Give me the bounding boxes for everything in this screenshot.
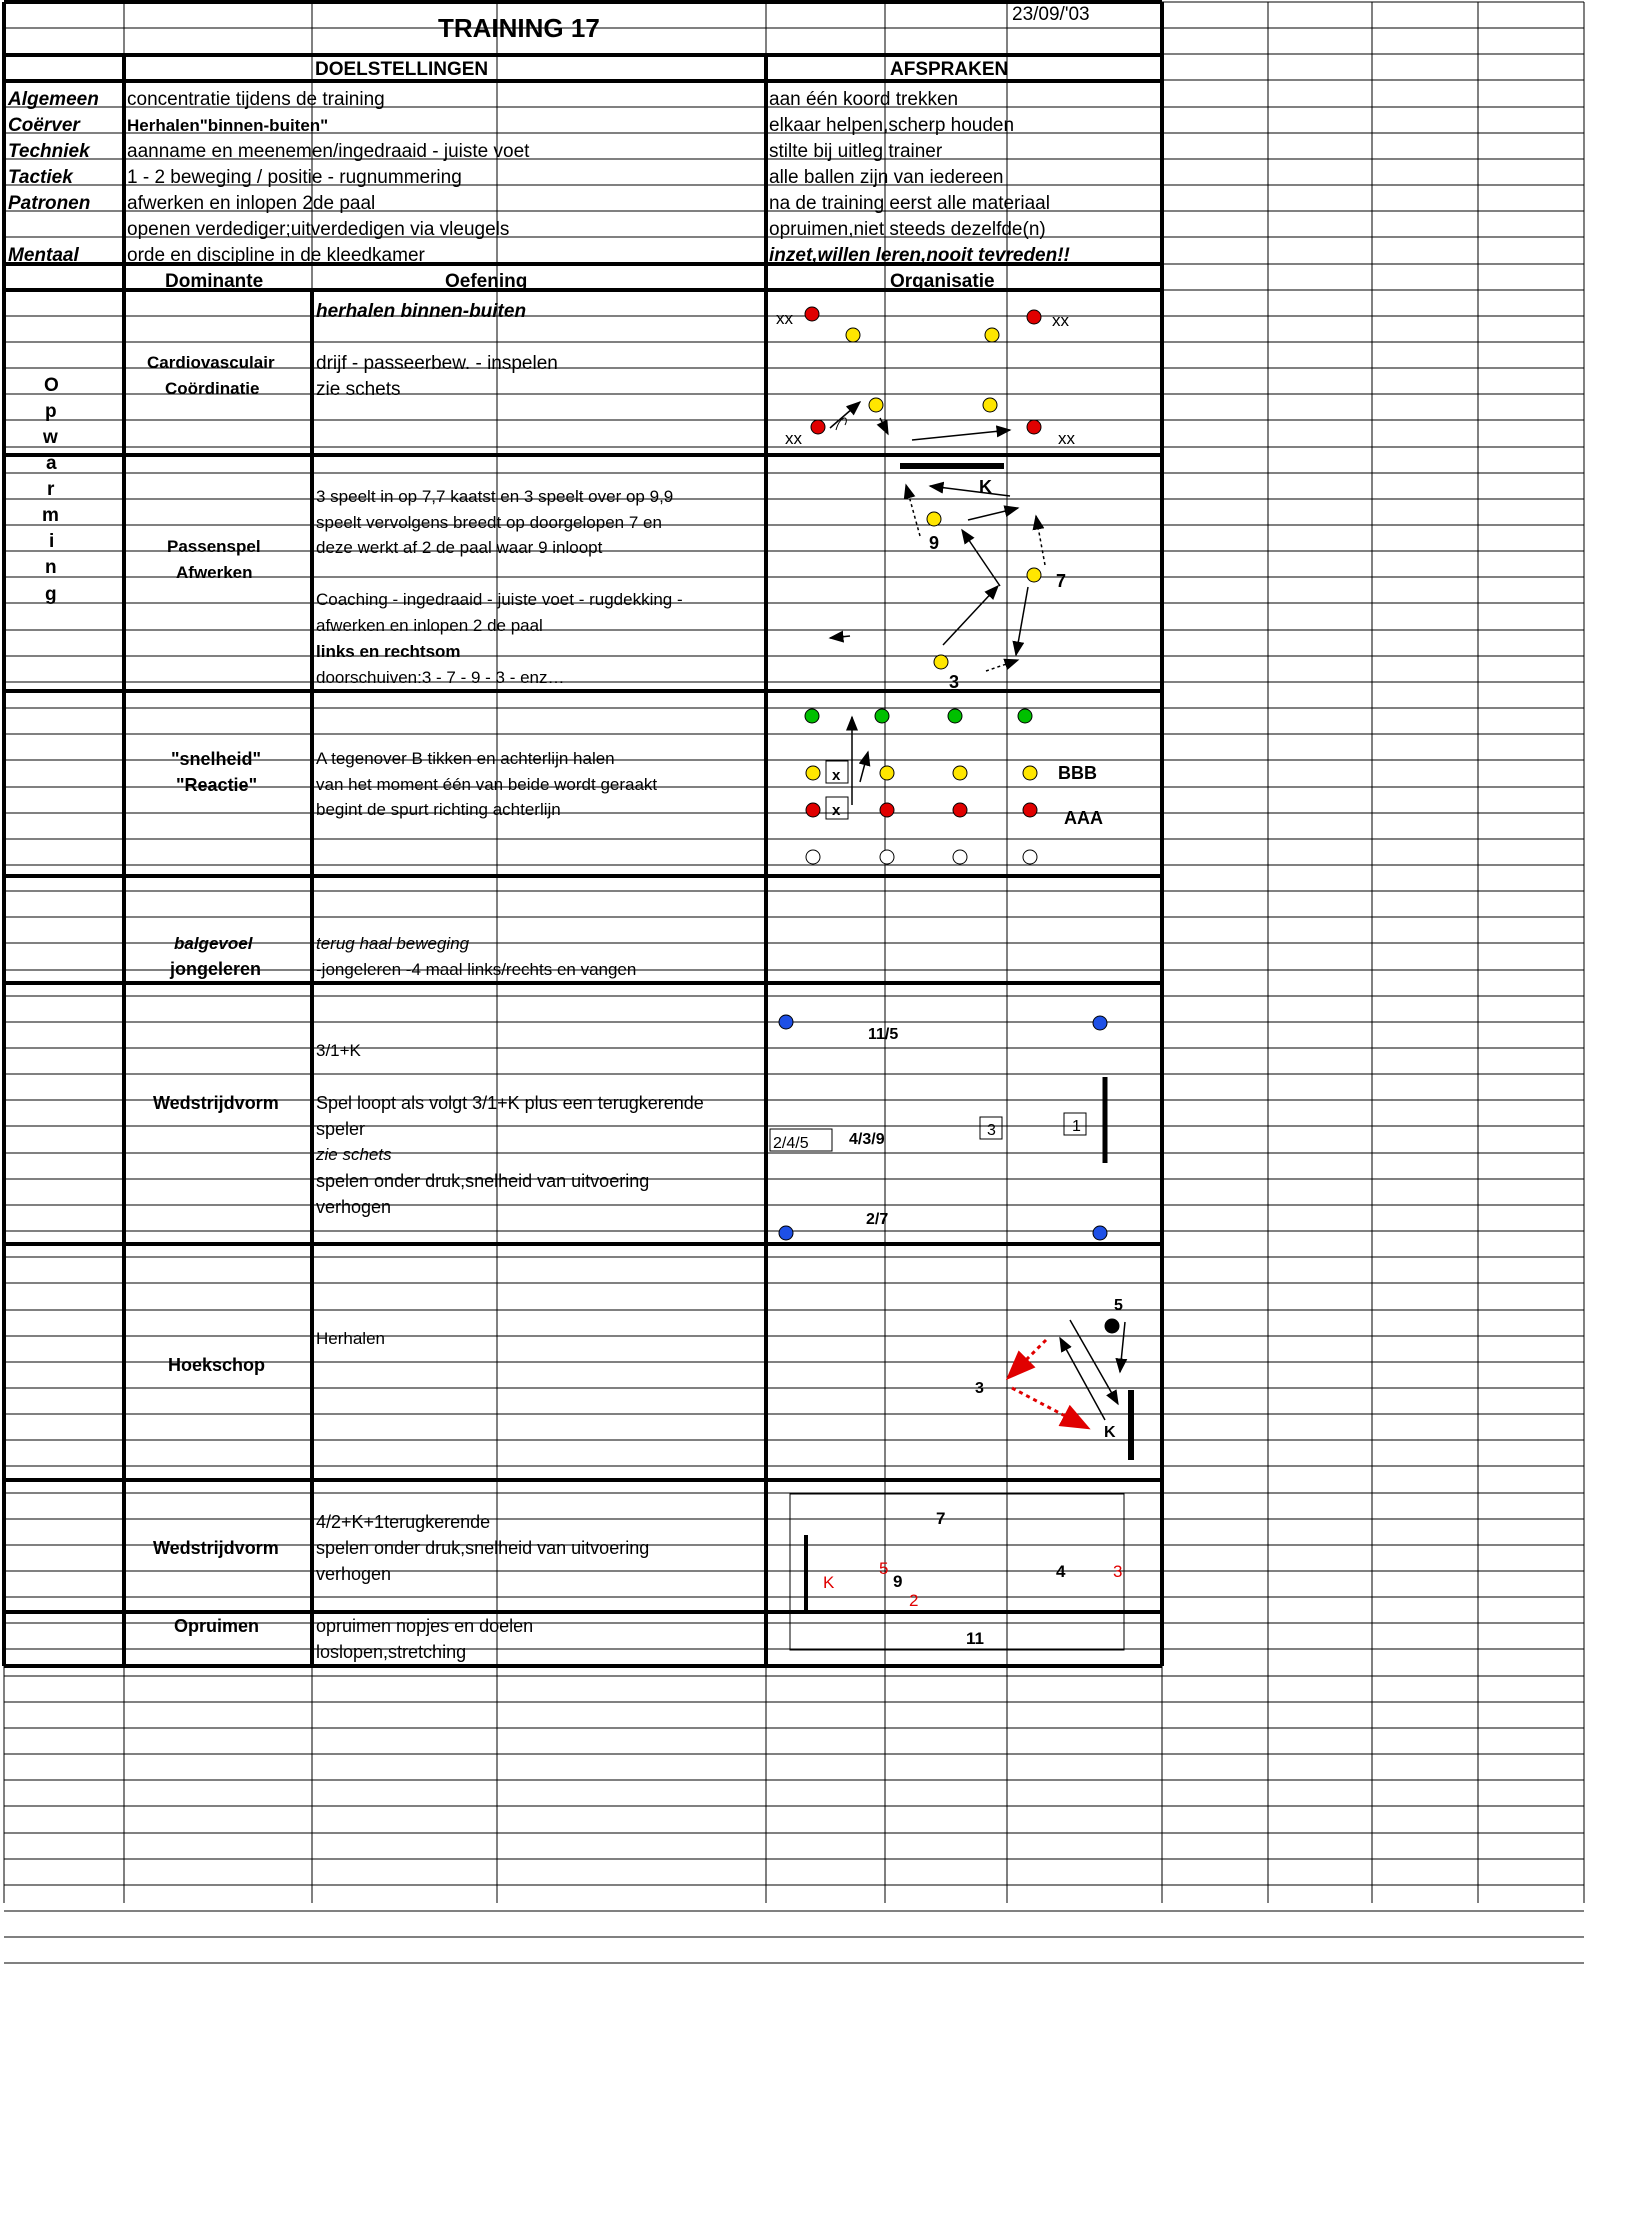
ball-icon — [805, 709, 819, 723]
diagram-label: K — [979, 477, 992, 497]
diagram-label: BBB — [1058, 763, 1097, 783]
diagram-label: 5 — [879, 1559, 889, 1578]
oefening-text: speelt vervolgens breedt op doorgelopen 7 en — [316, 513, 662, 532]
ball-icon — [927, 512, 941, 526]
opwarming-letter: w — [43, 427, 58, 448]
oefening-text: deze werkt af 2 de paal waar 9 inloopt — [316, 538, 603, 557]
ball-icon — [1027, 310, 1041, 324]
diagram-label: xx — [785, 429, 802, 448]
dominante-label: Wedstrijdvorm — [153, 1093, 279, 1113]
oefening-text: doorschuiven:3 - 7 - 9 - 3 - enz… — [316, 668, 565, 687]
dominante-label: balgevoel — [174, 934, 253, 953]
diagram-label: 3 — [949, 672, 960, 692]
oefening-text: Herhalen — [316, 1329, 385, 1348]
ball-icon — [806, 766, 820, 780]
arrow-icon — [968, 508, 1018, 520]
oefening-text: A tegenover B tikken en achterlijn halen — [316, 749, 615, 768]
category-label: Techniek — [8, 141, 90, 162]
oefening-text: Coaching - ingedraaid - juiste voet - rugdekking - — [316, 590, 683, 609]
afspraak-text: inzet,willen leren,nooit tevreden!! — [769, 245, 1070, 266]
oefening-text: begint de spurt richting achterlijn — [316, 800, 561, 819]
opwarming-letter: g — [45, 584, 57, 605]
oefening-text: 3/1+K — [316, 1041, 361, 1060]
diagram-label: 9 — [893, 1572, 903, 1591]
dominante-label: Coördinatie — [165, 379, 260, 398]
diagram-label: 7 — [1056, 571, 1067, 591]
column-header-dominante: Dominante — [165, 271, 264, 292]
diagram-label: AAA — [1064, 808, 1103, 828]
ball-icon — [880, 803, 894, 817]
arrow-icon — [1060, 1338, 1105, 1420]
opwarming-letter: a — [46, 453, 57, 474]
dominante-label: "snelheid" — [171, 749, 262, 769]
ball-icon — [1093, 1016, 1107, 1030]
ball-icon — [953, 850, 967, 864]
oefening-text: -jongeleren -4 maal links/rechts en vangen — [316, 960, 637, 979]
opwarming-letter: m — [42, 505, 59, 526]
oefening-text: spelen onder druk,snelheid van uitvoering — [316, 1538, 650, 1558]
diagram-label: 5 — [1114, 1297, 1123, 1314]
doel-text: openen verdediger;uitverdedigen via vleugels — [127, 219, 510, 240]
ball-icon — [985, 328, 999, 342]
ball-icon — [806, 803, 820, 817]
diagram-label: K — [823, 1573, 835, 1592]
diagram-label: x — [832, 802, 841, 819]
afspraak-text: opruimen,niet steeds dezelfde(n) — [769, 219, 1046, 240]
column-header-organisatie: Organisatie — [890, 271, 995, 292]
oefening-text: verhogen — [316, 1564, 392, 1584]
arrow-icon — [930, 486, 1010, 496]
oefening-text: zie schets — [316, 1145, 392, 1164]
oefening-text: drijf - passeerbew. - inspelen — [316, 353, 558, 374]
oefening-text: zie schets — [316, 379, 401, 400]
arrow-icon — [830, 636, 850, 638]
ball-icon — [1023, 850, 1037, 864]
opwarming-letter: p — [45, 401, 57, 422]
oefening-text: Spel loopt als volgt 3/1+K plus een terugkerende — [316, 1093, 704, 1113]
diagram-label: K — [1104, 1424, 1116, 1441]
dominante-label: Wedstrijdvorm — [153, 1538, 279, 1558]
ball-icon — [779, 1226, 793, 1240]
doel-text: aanname en meenemen/ingedraaid - juiste voet — [127, 141, 530, 162]
ball-icon — [811, 420, 825, 434]
arrow-icon — [1120, 1322, 1125, 1372]
ball-icon — [1027, 420, 1041, 434]
diagram-label: 2/4/5 — [773, 1135, 809, 1152]
date-label: 23/09/'03 — [1012, 4, 1090, 25]
diagram-label: 2/7 — [866, 1211, 889, 1228]
ball-icon — [1018, 709, 1032, 723]
ball-icon — [983, 398, 997, 412]
opwarming-letter: r — [47, 479, 55, 500]
opwarming-letter: O — [44, 375, 59, 396]
doelstellingen-header: DOELSTELLINGEN — [315, 59, 489, 80]
oefening-text: links en rechtsom — [316, 642, 461, 661]
ball-icon — [805, 307, 819, 321]
diagram-label: x — [832, 767, 841, 784]
arrow-icon — [912, 430, 1010, 440]
dominante-label: Hoekschop — [168, 1355, 266, 1375]
dominante-label: "Reactie" — [176, 775, 258, 795]
category-label: Algemeen — [8, 89, 99, 110]
diagram-label: 2 — [909, 1591, 919, 1610]
arrow-icon — [860, 752, 868, 782]
ball-icon — [1105, 1319, 1119, 1333]
oefening-text: van het moment één van beide wordt geraakt — [316, 775, 658, 794]
column-header-oefening: Oefening — [445, 271, 528, 292]
ball-icon — [846, 328, 860, 342]
ball-icon — [1027, 568, 1041, 582]
diagram-label: xx — [1058, 429, 1075, 448]
opwarming-letter: i — [49, 531, 55, 552]
diagram-label: 7 — [936, 1509, 946, 1528]
diagram-label: 11 — [966, 1629, 984, 1648]
ball-icon — [953, 766, 967, 780]
diagram-label: xx — [1052, 311, 1069, 330]
dominante-label: Afwerken — [176, 563, 253, 582]
oefening-text: 3 speelt in op 7,7 kaatst en 3 speelt over op 9,9 — [316, 487, 674, 506]
dominante-label: Passenspel — [167, 537, 261, 556]
arrow-icon — [943, 586, 998, 645]
field-outline — [790, 1494, 1124, 1650]
arrow-icon — [962, 530, 1000, 586]
ball-icon — [880, 766, 894, 780]
ball-icon — [953, 803, 967, 817]
arrow-icon — [1008, 1340, 1046, 1378]
arrow-icon — [1016, 587, 1028, 655]
ball-icon — [934, 655, 948, 669]
diagram-label: xx — [776, 309, 793, 328]
oefening-text: terug haal beweging — [316, 934, 470, 953]
afspraak-text: alle ballen zijn van iedereen — [769, 167, 1004, 188]
opwarming-letter: n — [45, 557, 57, 578]
category-label: Tactiek — [8, 167, 73, 188]
category-label: Patronen — [8, 193, 91, 214]
diagram-label: 4 — [1056, 1562, 1066, 1581]
dominante-label: Cardiovasculair — [147, 353, 275, 372]
diagram-label: 9 — [929, 533, 940, 553]
dominante-label: Opruimen — [174, 1616, 260, 1636]
diagram-label: 3 — [987, 1122, 996, 1139]
oefening-text: afwerken en inlopen 2 de paal — [316, 616, 543, 635]
oefening-text: speler — [316, 1119, 366, 1139]
oefening-text: herhalen binnen-buiten — [316, 301, 527, 322]
doel-text: concentratie tijdens de training — [127, 89, 385, 110]
afspraak-text: na de training eerst alle materiaal — [769, 193, 1050, 214]
category-label: Coërver — [8, 115, 80, 136]
afspraak-text: stilte bij uitleg trainer — [769, 141, 943, 162]
doel-text: Herhalen"binnen-buiten" — [127, 116, 329, 135]
afspraak-text: aan één koord trekken — [769, 89, 959, 110]
diagram-label: 11/5 — [868, 1026, 899, 1043]
arrow-icon — [906, 485, 920, 536]
ball-icon — [1023, 803, 1037, 817]
diagram-label: 3 — [975, 1380, 984, 1397]
ball-icon — [875, 709, 889, 723]
category-label: Mentaal — [8, 245, 79, 266]
ball-icon — [806, 850, 820, 864]
dominante-label: jongeleren — [170, 959, 262, 979]
diagram-label: 4/3/9 — [849, 1131, 885, 1148]
oefening-text: 4/2+K+1terugkerende — [316, 1512, 491, 1532]
doel-text: orde en discipline in de kleedkamer — [127, 245, 425, 266]
ball-icon — [869, 398, 883, 412]
ball-icon — [1093, 1226, 1107, 1240]
ball-icon — [880, 850, 894, 864]
arrow-icon — [1036, 516, 1045, 565]
doel-text: 1 - 2 beweging / positie - rugnummering — [127, 167, 462, 188]
oefening-text: verhogen — [316, 1197, 392, 1217]
oefening-text: opruimen nopjes en doelen — [316, 1616, 534, 1636]
diagram-label: 1 — [1072, 1118, 1081, 1135]
doel-text: afwerken en inlopen 2de paal — [127, 193, 376, 214]
diagram-label: 3 — [1113, 1562, 1123, 1581]
page-title: TRAINING 17 — [438, 13, 600, 43]
ball-icon — [1023, 766, 1037, 780]
arrow-icon — [1012, 1388, 1088, 1428]
arrow-icon — [986, 660, 1018, 671]
afspraken-header: AFSPRAKEN — [890, 59, 1009, 80]
afspraak-text: elkaar helpen,scherp houden — [769, 115, 1015, 136]
oefening-text: spelen onder druk,snelheid van uitvoering — [316, 1171, 650, 1191]
oefening-text: loslopen,stretching — [316, 1642, 467, 1662]
ball-icon — [948, 709, 962, 723]
ball-icon — [779, 1015, 793, 1029]
